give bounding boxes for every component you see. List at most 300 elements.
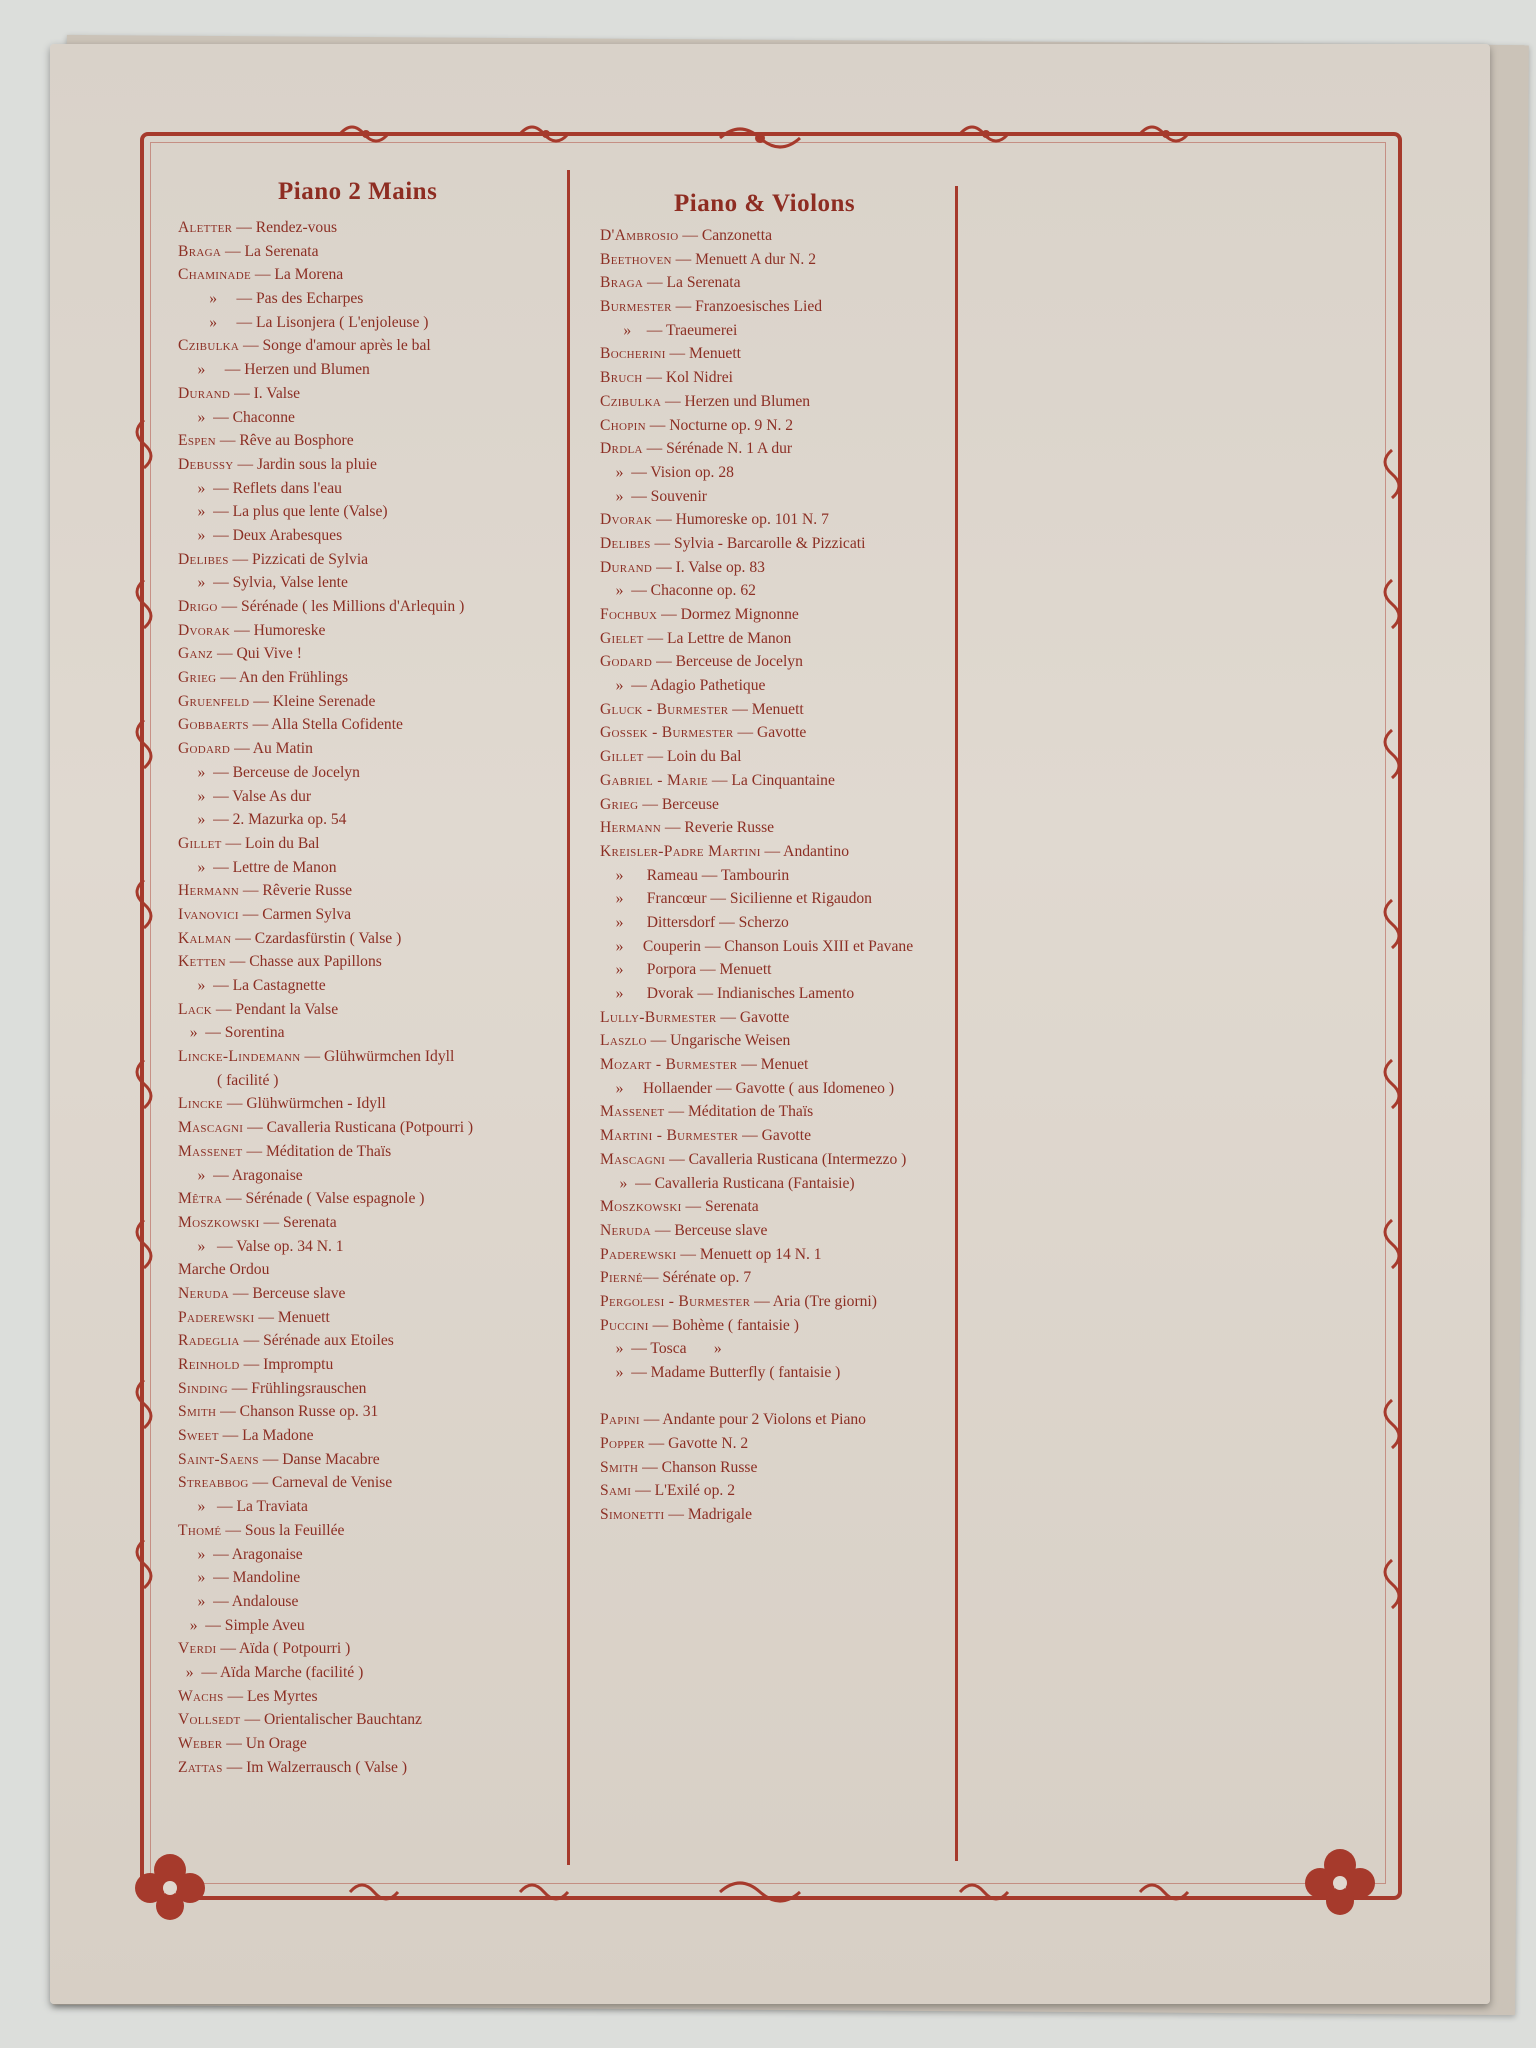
work-title: — Dormez Mignonne: [657, 606, 799, 623]
work-title: — Un Orage: [222, 1735, 307, 1752]
work-title: — Rendez-vous: [232, 219, 338, 236]
composer-name: Sami: [600, 1482, 632, 1500]
catalog-entry: [178, 1685, 558, 1709]
catalog-entry: [178, 761, 558, 785]
composer-name: Reinhold: [178, 1356, 240, 1373]
work-title: — Méditation de Thaïs: [664, 1103, 814, 1121]
composer-name: Moszkowski: [600, 1198, 682, 1216]
catalog-entry: [600, 911, 960, 935]
composer-name: Lincke: [178, 1095, 223, 1113]
work-title: — Gavotte N. 2: [644, 1435, 749, 1453]
work-title: — Loin du Bal: [221, 834, 320, 852]
catalog-entry: [178, 1637, 558, 1661]
catalog-entry: [600, 1195, 960, 1219]
catalog-entry: [600, 627, 960, 651]
work-title: » — Aïda Marche (facilité ): [178, 1663, 364, 1681]
work-title: — Kleine Serenade: [249, 692, 376, 710]
composer-name: Ivanovici: [178, 905, 239, 923]
catalog-entry: [178, 1282, 558, 1306]
composer-name: Streabbog: [178, 1474, 249, 1492]
composer-name: Mozart - Burmester: [600, 1056, 738, 1074]
piano-2-mains-list: [178, 216, 558, 1779]
catalog-entry: [178, 571, 558, 595]
catalog-entry: [600, 674, 960, 698]
catalog-entry: [178, 240, 558, 264]
catalog-entry: [178, 1756, 558, 1780]
catalog-entry: [600, 1503, 960, 1527]
composer-name: Weber: [178, 1735, 223, 1752]
catalog-entry: [178, 1140, 558, 1164]
composer-name: Hermann: [600, 819, 662, 837]
catalog-entry: [178, 832, 558, 856]
work-title: — Serenata: [681, 1198, 759, 1216]
piano-2-mains-title: Piano 2 Mains: [278, 178, 438, 205]
catalog-entry: [600, 935, 960, 959]
composer-name: Gabriel - Marie: [600, 771, 708, 789]
catalog-entry: [600, 390, 960, 414]
bottom-border-ornaments: [140, 1872, 1400, 1912]
work-title: — Carmen Sylva: [238, 905, 352, 923]
catalog-entry: [600, 1219, 960, 1243]
work-title: — Ungarische Weisen: [646, 1032, 791, 1050]
work-title: — Qui Vive !: [213, 645, 302, 663]
work-title: — Au Matin: [230, 740, 313, 758]
composer-name: Gluck - Burmester: [600, 700, 729, 718]
work-title: Marche Ordou: [178, 1261, 270, 1279]
catalog-entry: [600, 414, 960, 438]
work-title: — Sérénade aux Etoiles: [239, 1332, 394, 1350]
catalog-entry: [178, 998, 558, 1022]
work-title: » — Traeumerei: [600, 321, 738, 339]
composer-name: Simonetti: [600, 1506, 665, 1524]
work-title: — Andante pour 2 Violons et Piano: [639, 1411, 866, 1429]
catalog-entry: [178, 477, 558, 501]
composer-name: Lack: [178, 1000, 212, 1018]
work-title: — Humoreske: [230, 621, 326, 639]
work-title: — Loin du Bal: [643, 748, 742, 766]
composer-name: Smith: [178, 1403, 217, 1421]
catalog-entry: [178, 690, 558, 714]
work-title: » — Simple Aveu: [178, 1616, 305, 1634]
catalog-entry: [178, 642, 558, 666]
work-title: — La Morena: [250, 266, 344, 284]
catalog-entry: [600, 1100, 960, 1124]
composer-name: Paderewski: [178, 1308, 255, 1326]
work-title: — Sylvia - Barcarolle & Pizzicati: [650, 534, 866, 552]
catalog-entry: [178, 785, 558, 809]
composer-name: Massenet: [600, 1103, 665, 1121]
work-title: » — La plus que lente (Valse): [178, 503, 388, 521]
catalog-entry: [178, 1045, 558, 1069]
work-title: — Gavotte: [738, 1127, 812, 1145]
catalog-entry: [178, 1235, 558, 1259]
catalog-entry: [178, 1448, 558, 1472]
top-border-ornaments: [140, 118, 1400, 158]
work-title: — Les Myrtes: [223, 1687, 318, 1705]
catalog-entry: [178, 1092, 558, 1116]
work-title: — Glühwürmchen Idyll: [300, 1048, 455, 1066]
work-title: » — Vision op. 28: [600, 463, 734, 481]
work-title: — Reverie Russe: [661, 819, 775, 837]
catalog-entry: [600, 224, 960, 248]
composer-name: Braga: [178, 242, 222, 260]
composer-name: Espen: [178, 432, 216, 450]
work-title: — Andantino: [760, 842, 850, 860]
catalog-entry: [178, 1614, 558, 1638]
work-title: » — Mandoline: [178, 1569, 301, 1587]
composer-name: Dvorak: [600, 511, 653, 529]
catalog-entry: [178, 950, 558, 974]
composer-name: Gielet: [600, 629, 644, 647]
catalog-entry: [178, 1187, 558, 1211]
composer-name: Pierné: [600, 1269, 643, 1287]
catalog-entry: [178, 927, 558, 951]
catalog-entry: [178, 453, 558, 477]
work-title: — Humoreske op. 101 N. 7: [652, 511, 829, 529]
work-title: — Czardasfürstin ( Valse ): [231, 929, 402, 947]
composer-name: Sinding: [178, 1379, 228, 1397]
catalog-entry: [600, 1029, 960, 1053]
composer-name: Drigo: [178, 598, 218, 615]
catalog-entry: [600, 887, 960, 911]
composer-name: Fochbux: [600, 606, 658, 623]
catalog-entry: [178, 1732, 558, 1756]
work-title: — Herzen und Blumen: [661, 392, 811, 410]
work-title: — Chasse aux Papillons: [225, 953, 382, 971]
composer-name: Chopin: [600, 416, 646, 434]
catalog-entry: [178, 808, 558, 832]
catalog-entry: [178, 974, 558, 998]
work-title: — Méditation de Thaïs: [242, 1142, 392, 1160]
work-title: — Gavotte: [733, 724, 807, 742]
catalog-entry: [600, 1077, 960, 1101]
composer-name: Drdla: [600, 440, 643, 458]
catalog-entry: [178, 619, 558, 643]
catalog-entry: [600, 840, 960, 864]
composer-name: Mêtra: [178, 1190, 223, 1208]
catalog-entry: [600, 769, 960, 793]
composer-name: Ganz: [178, 645, 214, 663]
composer-name: Braga: [600, 274, 644, 292]
work-title: » — 2. Mazurka op. 54: [178, 811, 347, 829]
work-title: » Porpora — Menuett: [600, 961, 772, 979]
work-title: — Songe d'amour après le bal: [239, 337, 431, 355]
catalog-entry: [178, 500, 558, 524]
composer-name: Smith: [600, 1458, 639, 1476]
work-title: — Canzonetta: [678, 227, 773, 244]
piano-violons-list: [600, 224, 960, 1527]
work-title: » — Cavalleria Rusticana (Fantaisie): [600, 1174, 855, 1192]
work-title: » — Herzen und Blumen: [178, 361, 370, 379]
work-title: — Alla Stella Cofidente: [248, 716, 403, 734]
catalog-entry: [178, 1471, 558, 1495]
catalog-entry: [600, 1148, 960, 1172]
catalog-entry: [600, 721, 960, 745]
catalog-entry: [600, 982, 960, 1006]
catalog-entry: [178, 1519, 558, 1543]
composer-name: Delibes: [178, 550, 229, 568]
work-title: — Berceuse slave: [228, 1284, 346, 1302]
catalog-entry: [600, 1172, 960, 1196]
work-title: » — Reflets dans l'eau: [178, 479, 342, 497]
catalog-entry: [600, 698, 960, 722]
composer-name: Mascagni: [600, 1150, 666, 1168]
catalog-entry: [178, 1329, 558, 1353]
catalog-entry: [600, 1124, 960, 1148]
composer-name: Aletter: [178, 219, 233, 236]
work-title: — Berceuse slave: [650, 1221, 768, 1239]
catalog-entry: [600, 1314, 960, 1338]
composer-name: Kreisler-Padre Martini: [600, 842, 761, 860]
catalog-entry: [178, 1164, 558, 1188]
catalog-entry: [600, 1408, 960, 1432]
work-title: — Gavotte: [716, 1008, 790, 1026]
work-title: — Menuett A dur N. 2: [671, 250, 816, 268]
work-title: — Sérénade N. 1 A dur: [642, 440, 793, 458]
work-title: — Nocturne op. 9 N. 2: [645, 416, 794, 434]
catalog-entry: [600, 1290, 960, 1314]
bottom-right-flower-ornament: [1290, 1825, 1390, 1925]
work-title: — I. Valse op. 83: [652, 558, 765, 576]
work-title: » Dittersdorf — Scherzo: [600, 913, 789, 931]
catalog-entry: [178, 287, 558, 311]
catalog-entry: [600, 1479, 960, 1503]
work-title: — Sérénate op. 7: [642, 1269, 752, 1287]
work-title: » — Sylvia, Valse lente: [178, 574, 348, 592]
composer-name: Thomé: [178, 1521, 222, 1539]
composer-name: Chaminade: [178, 266, 251, 284]
work-title: » — Deux Arabesques: [178, 526, 343, 544]
catalog-entry: [178, 311, 558, 335]
catalog-entry: [178, 524, 558, 548]
composer-name: Papini: [600, 1411, 640, 1429]
work-title: — La Serenata: [221, 242, 319, 260]
work-title: — Menuett op 14 N. 1: [676, 1245, 822, 1263]
work-title: — Carneval de Venise: [248, 1474, 393, 1492]
composer-name: Moszkowski: [178, 1213, 260, 1231]
catalog-entry: [600, 650, 960, 674]
catalog-entry: [600, 603, 960, 627]
piano-violons-column: [600, 190, 960, 1527]
work-title: — Berceuse: [638, 795, 719, 813]
composer-name: Grieg: [600, 795, 639, 813]
catalog-entry: [178, 334, 558, 358]
catalog-entry: [178, 1495, 558, 1519]
work-title: — An den Frühlings: [216, 669, 349, 687]
work-title: » — Pas des Echarpes: [178, 290, 364, 308]
work-title: » Francœur — Sicilienne et Rigaudon: [600, 890, 872, 908]
work-title: » — Chaconne: [178, 408, 295, 426]
composer-name: Gruenfeld: [178, 692, 250, 710]
work-title: » — Adagio Pathetique: [600, 677, 766, 695]
composer-name: Godard: [178, 740, 231, 758]
catalog-entry: [600, 461, 960, 485]
work-title: — Sous la Feuillée: [221, 1521, 345, 1539]
work-title: ( facilité ): [178, 1071, 279, 1089]
composer-name: Paderewski: [600, 1245, 677, 1263]
composer-name: Martini - Burmester: [600, 1127, 739, 1145]
composer-name: Sweet: [178, 1427, 219, 1445]
catalog-entry: [178, 548, 558, 572]
work-title: — Chanson Russe: [638, 1458, 758, 1476]
work-title: — L'Exilé op. 2: [631, 1482, 735, 1500]
work-title: » — Aragonaise: [178, 1545, 303, 1563]
work-title: — Franzoesisches Lied: [671, 298, 823, 316]
catalog-entry: [600, 556, 960, 580]
work-title: — La Cinquantaine: [708, 771, 835, 789]
work-title: — Menuett: [254, 1308, 330, 1326]
work-title: — Im Walzerrausch ( Valse ): [222, 1758, 408, 1776]
composer-name: D'Ambrosio: [600, 227, 679, 244]
right-border-ornaments: [1372, 160, 1412, 1860]
composer-name: Dvorak: [178, 621, 231, 639]
work-title: — Menuett: [728, 700, 804, 718]
composer-name: Wachs: [178, 1687, 224, 1705]
work-title: » Dvorak — Indianisches Lamento: [600, 985, 855, 1002]
catalog-entry: [600, 1432, 960, 1456]
composer-name: Lully-Burmester: [600, 1008, 717, 1026]
composer-name: Radeglia: [178, 1332, 240, 1350]
catalog-entry: [600, 1361, 960, 1385]
work-title: » — Madame Butterfly ( fantaisie ): [600, 1364, 841, 1381]
catalog-entry: [178, 879, 558, 903]
work-title: » — La Traviata: [178, 1498, 308, 1516]
work-title: — La Serenata: [643, 274, 741, 292]
catalog-entry: [600, 1385, 960, 1409]
catalog-entry: [178, 713, 558, 737]
composer-name: Durand: [600, 558, 653, 576]
work-title: » — Tosca »: [600, 1340, 722, 1358]
piano-2-mains-column: [178, 178, 558, 1779]
catalog-entry: [178, 737, 558, 761]
composer-name: Delibes: [600, 534, 651, 552]
composer-name: Puccini: [600, 1316, 649, 1334]
work-title: — Danse Macabre: [258, 1450, 380, 1468]
catalog-entry: [178, 666, 558, 690]
composer-name: Vollsedt: [178, 1711, 241, 1729]
work-title: » — Chaconne op. 62: [600, 582, 756, 600]
composer-name: Popper: [600, 1435, 645, 1453]
work-title: — Impromptu: [239, 1356, 334, 1373]
composer-name: Durand: [178, 384, 231, 402]
catalog-entry: [178, 903, 558, 927]
catalog-entry: [600, 508, 960, 532]
work-title: » — Souvenir: [600, 487, 707, 505]
catalog-entry: [600, 295, 960, 319]
catalog-entry: [600, 1243, 960, 1267]
work-title: » — Valse As dur: [178, 787, 312, 805]
catalog-entry: [600, 864, 960, 888]
catalog-entry: [178, 1021, 558, 1045]
work-title: — Rêverie Russe: [239, 882, 353, 900]
composer-name: Neruda: [178, 1284, 229, 1302]
catalog-entry: [178, 1424, 558, 1448]
work-title: — Cavalleria Rusticana (Intermezzo ): [665, 1150, 907, 1168]
catalog-entry: [600, 793, 960, 817]
work-title: — La Lettre de Manon: [643, 629, 792, 647]
composer-name: Godard: [600, 653, 653, 671]
work-title: — I. Valse: [230, 384, 301, 402]
composer-name: Lincke-Lindemann: [178, 1048, 301, 1066]
catalog-entry: [178, 216, 558, 240]
work-title: — Chanson Russe op. 31: [216, 1403, 379, 1421]
catalog-entry: [600, 532, 960, 556]
work-title: » — La Castagnette: [178, 977, 326, 994]
work-title: — Sérénade ( Valse espagnole ): [222, 1190, 425, 1208]
catalog-entry: [178, 856, 558, 880]
composer-name: Gillet: [600, 748, 644, 766]
composer-name: Laszlo: [600, 1032, 647, 1050]
catalog-entry: [178, 429, 558, 453]
work-title: » Hollaender — Gavotte ( aus Idomeneo ): [600, 1079, 895, 1097]
composer-name: Bruch: [600, 369, 643, 387]
composer-name: Gillet: [178, 834, 222, 852]
composer-name: Kalman: [178, 929, 232, 947]
work-title: — Frühlingsrauschen: [227, 1379, 367, 1397]
composer-name: Saint-Saens: [178, 1450, 259, 1468]
composer-name: Bocherini: [600, 345, 666, 363]
catalog-entry: [600, 1006, 960, 1030]
catalog-entry: [178, 406, 558, 430]
work-title: — Glühwürmchen - Idyll: [222, 1095, 386, 1113]
composer-name: Beethoven: [600, 250, 672, 268]
catalog-entry: [178, 358, 558, 382]
bottom-left-flower-ornament: [120, 1830, 220, 1930]
composer-name: Massenet: [178, 1142, 243, 1160]
work-title: — Orientalischer Bauchtanz: [240, 1711, 422, 1729]
composer-name: Verdi: [178, 1640, 217, 1658]
left-border-ornaments: [126, 160, 166, 1860]
catalog-entry: [178, 1566, 558, 1590]
work-title: — Cavalleria Rusticana (Potpourri ): [243, 1119, 474, 1137]
composer-name: Gossek - Burmester: [600, 724, 734, 742]
work-title: — Rêve au Bosphore: [215, 432, 354, 450]
composer-name: Zattas: [178, 1758, 223, 1776]
catalog-entry: [600, 958, 960, 982]
catalog-entry: [600, 319, 960, 343]
work-title: — Aria (Tre giorni): [750, 1292, 877, 1310]
catalog-entry: [600, 745, 960, 769]
composer-name: Burmester: [600, 298, 672, 316]
catalog-entry: [600, 342, 960, 366]
composer-name: Pergolesi - Burmester: [600, 1292, 751, 1310]
catalog-entry: [600, 248, 960, 272]
catalog-entry: [178, 1258, 558, 1282]
catalog-entry: [600, 437, 960, 461]
catalog-entry: [600, 816, 960, 840]
catalog-entry: [178, 1590, 558, 1614]
work-title: — Sérénade ( les Millions d'Arlequin ): [217, 598, 465, 615]
work-title: » — Andalouse: [178, 1592, 299, 1610]
catalog-entry: [600, 1456, 960, 1480]
work-title: » Rameau — Tambourin: [600, 866, 790, 884]
work-title: — Bohème ( fantaisie ): [648, 1316, 799, 1334]
composer-name: Czibulka: [600, 392, 662, 410]
catalog-entry: [600, 1337, 960, 1361]
work-title: — Jardin sous la pluie: [233, 455, 377, 473]
catalog-entry: [600, 1266, 960, 1290]
work-title: — Madrigale: [664, 1506, 753, 1524]
composer-name: Mascagni: [178, 1119, 244, 1137]
work-title: — La Madone: [218, 1427, 314, 1445]
catalog-entry: [178, 1353, 558, 1377]
work-title: » — La Lisonjera ( L'enjoleuse ): [178, 313, 429, 331]
catalog-entry: [178, 1708, 558, 1732]
work-title: — Pendant la Valse: [211, 1000, 339, 1018]
work-title: — Serenata: [259, 1213, 337, 1231]
work-title: » Couperin — Chanson Louis XIII et Pavane: [600, 937, 914, 955]
catalog-entry: [178, 1543, 558, 1567]
